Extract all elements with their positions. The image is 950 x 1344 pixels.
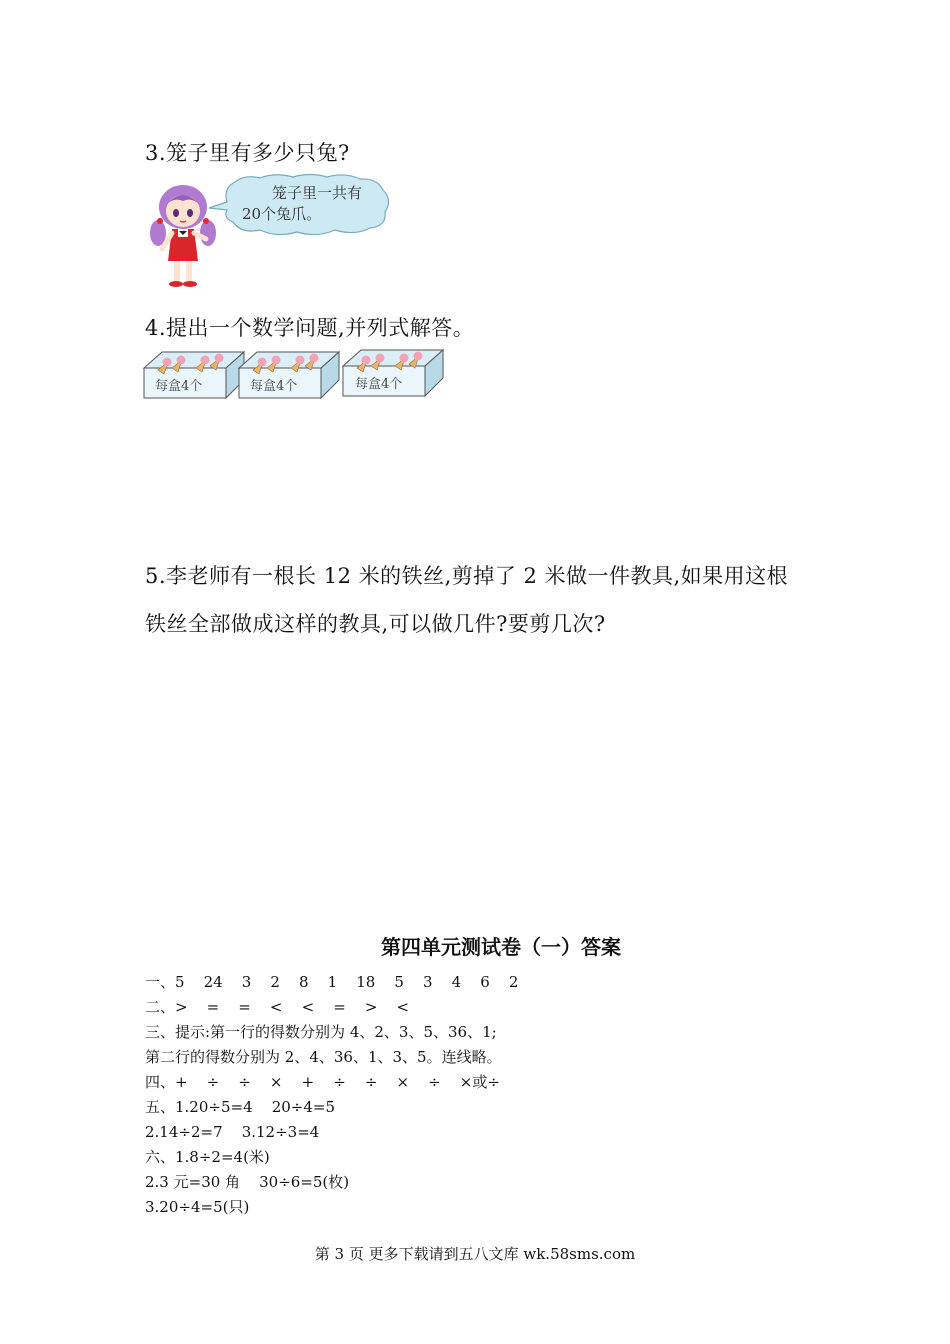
box-label-3: 每盒4个 (355, 377, 403, 392)
bubble-line-1: 笼子里一共有 (272, 184, 363, 202)
answers-title: 第四单元测试卷（一）答案 (381, 935, 621, 959)
bubble-line-2: 20个兔爪。 (242, 205, 322, 223)
box-label-1: 每盒4个 (155, 379, 203, 394)
answer-line-3: 三、提示:第一行的得数分别为 4、2、3、5、36、1; (145, 1023, 497, 1041)
answer-line-8: 六、1.8÷2=4(米) (145, 1148, 270, 1166)
question-4-text: 4.提出一个数学问题,并列式解答。 (145, 316, 475, 340)
question-5-line-2: 铁丝全部做成这样的教具,可以做几件?要剪几次? (145, 612, 606, 636)
answer-line-4: 第二行的得数分别为 2、4、36、1、3、5。连线略。 (145, 1048, 502, 1066)
answer-line-10: 3.20÷4=5(只) (145, 1198, 250, 1216)
box-label-2: 每盒4个 (250, 379, 298, 394)
ice-cream-boxes (143, 346, 453, 402)
answer-line-2: 二、> = = < < = > < (145, 998, 410, 1016)
question-5-line-1: 5.李老师有一根长 12 米的铁丝,剪掉了 2 米做一件教具,如果用这根 (145, 564, 789, 588)
answers-list (145, 970, 518, 1220)
answer-line-5: 四、+ ÷ ÷ × + ÷ ÷ × ÷ ×或÷ (145, 1073, 500, 1091)
answer-line-9: 2.3 元=30 角 30÷6=5(枚) (145, 1173, 350, 1191)
question-3-text: 3.笼子里有多少只兔? (145, 141, 350, 165)
answer-line-1: 一、5 24 3 2 8 1 18 5 3 4 6 2 (145, 973, 519, 991)
answer-line-6: 五、1.20÷5=4 20÷4=5 (145, 1098, 336, 1116)
answer-line-7: 2.14÷2=7 3.12÷3=4 (145, 1123, 320, 1141)
page-footer: 第 3 页 更多下载请到五八文库 wk.58sms.com (314, 1245, 636, 1263)
